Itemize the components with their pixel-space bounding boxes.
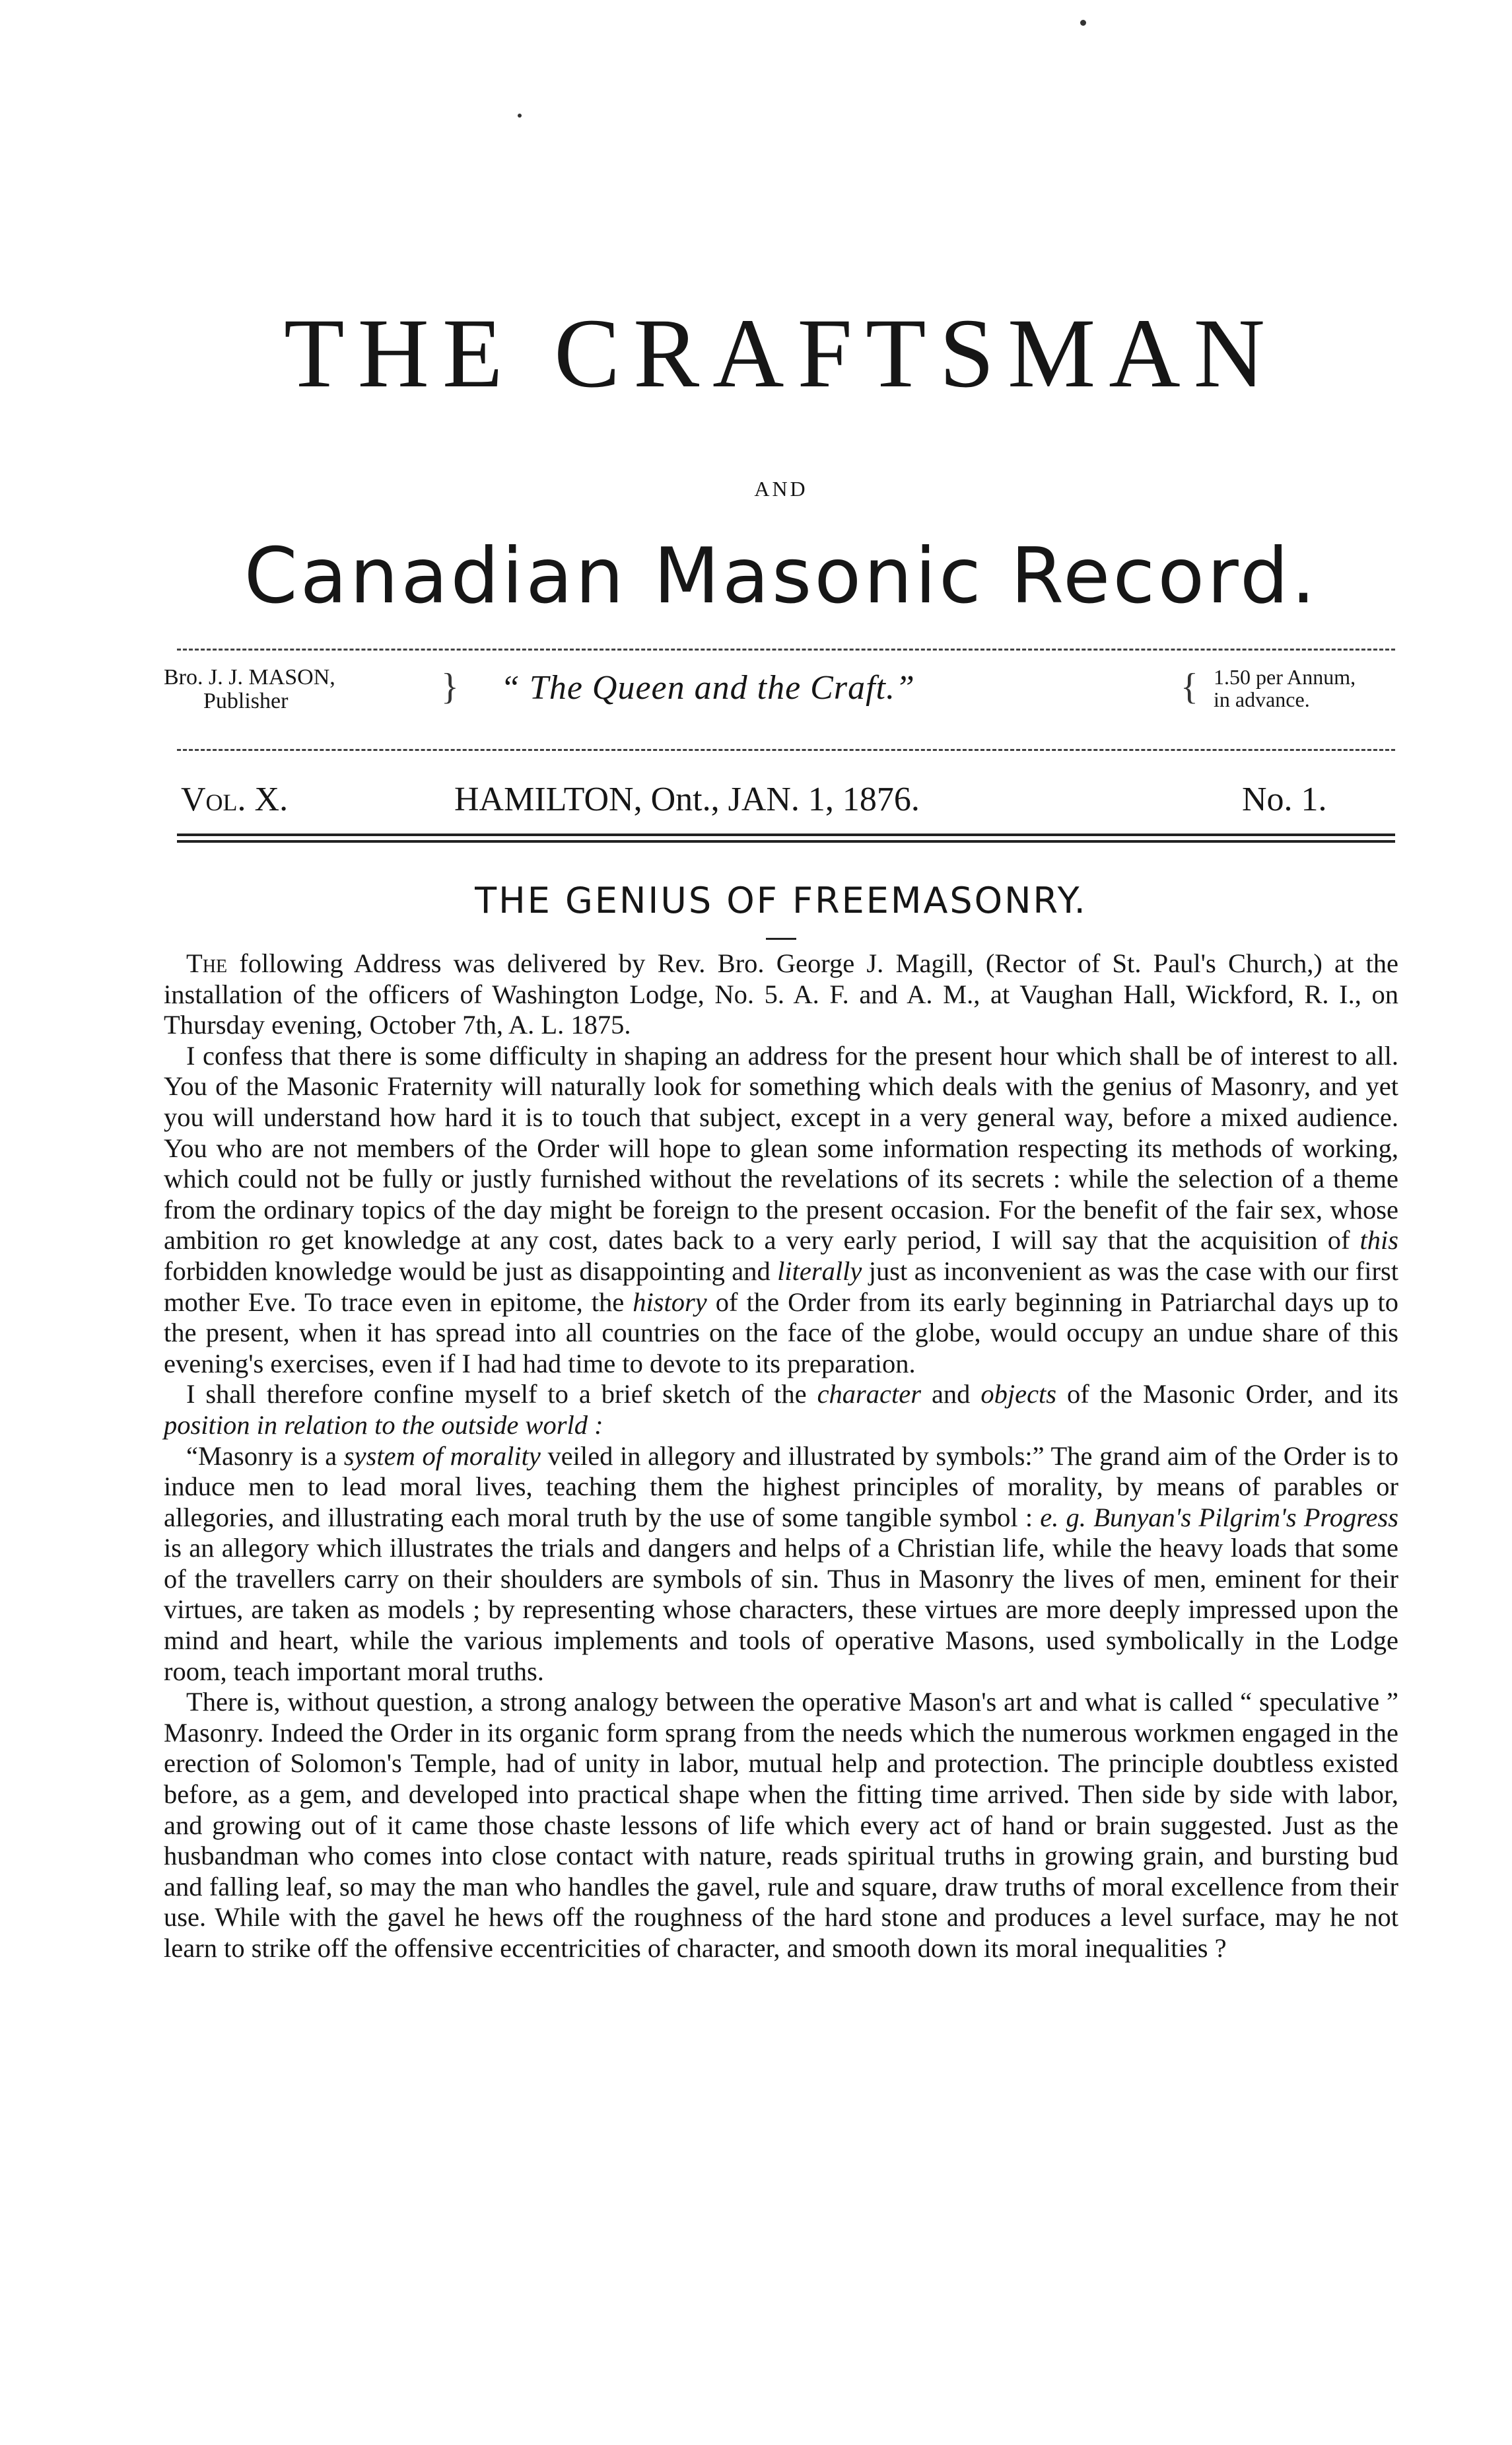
article-paragraph (164, 1441, 1398, 1687)
intro-lead: The (186, 948, 228, 978)
brace-icon: } (441, 666, 459, 707)
brace-icon: { (1181, 666, 1198, 707)
paragraph-text: forbidden knowledge would be just as disappointing and (164, 1256, 778, 1286)
issue-rule-double (177, 833, 1395, 843)
paragraph-text: “Masonry is a (186, 1440, 344, 1471)
article-title: THE GENIUS OF FREEMASONRY. (475, 880, 1087, 921)
page-speck (1080, 20, 1086, 26)
article-paragraph: There is, without question, a strong analogy between the operative Mason's art and what is called “ speculative ” Masonry. Indeed the Order in its organic form sprang from the needs which the numerous workmen engaged in the erection of Solomon's Temple, had of unity in labor, mutual help and protection. The principle doubtless existed before, as a gem, and developed into practical shape when the fitting time arrived. Then side by side with labor, and growing out of it came those chaste lessons of life which every act of hand or brain suggested. Just as the husbandman who comes into close contact with nature, reads spiritual truths in growing grain, and bursting bud and falling leaf, so may the man who handles the gavel, rule and square, draw truths of moral excellence from their use. While with the gavel he hews off the roughness of the hard stone and produces a level surface, may he not learn to strike off the offensive eccentricities of character, and smooth down its moral inequalities ? (164, 1687, 1398, 1963)
article-paragraph (164, 1379, 1398, 1440)
subscription-terms: in advance. (1214, 688, 1310, 711)
publisher-block (164, 666, 1398, 732)
paragraph-text: is an allegory which illustrates the trials and dangers and helps of a Christian life, while the heavy loads that some of the travellers carry on their shoulders are symbols of sin. Thus in Masonry the lives of men, eminent for their virtues, are taken as models ; by representing whose characters, these virtues are more deeply impressed upon the mind and heart, while the various implements and tools of operative Masons, used symbolically in the Lodge room, teach important moral truths. (164, 1533, 1398, 1686)
emphasis: e. g. Bunyan's Pilgrim's Progress (1040, 1502, 1399, 1532)
publisher-info (164, 666, 335, 713)
paragraph-text: I shall therefore confine myself to a brief sketch of the (186, 1379, 817, 1409)
publisher-name: Bro. J. J. MASON, (164, 665, 335, 690)
publisher-role: Publisher (203, 689, 289, 713)
masthead-conjunction: AND (754, 477, 808, 501)
emphasis: objects (980, 1379, 1057, 1409)
subscription-info (1214, 666, 1356, 711)
paragraph-text: just as inconvenient as was the case with our first mother Eve. To trace even in epitome, the (164, 1256, 1398, 1317)
paragraph-text: and (921, 1379, 981, 1409)
article-body (164, 948, 1398, 1964)
journal-page (164, 0, 1398, 2445)
paragraph-text: veiled in allegory and illustrated by symbols:” The grand aim of the Order is to induce men to lead moral lives, teaching them the highest principles of morality, by means of parables or allegories, and illustrating each moral truth by the use of some tangible symbol : (164, 1440, 1398, 1532)
paragraph-text: of the Masonic Order, and its (1056, 1379, 1398, 1409)
article-intro (164, 948, 1398, 1041)
title-divider (766, 938, 796, 940)
paragraph-text: I confess that there is some difficulty in shaping an address for the present hour which shall be of interest to all. You of the Masonic Fraternity will naturally look for something which deals with the genius of Masonry, and yet you will understand how hard it is to touch that subject, except in a very general way, before a mixed audience. You who are not members of the Order will hope to glean some information respecting its methods of working, which could not be fully or justly furnished without the revelations of its secrets : while the selection of a theme from the ordinary topics of the day might be foreign to the present occasion. For the benefit of the fair sex, whose ambition ro get knowledge at any cost, dates back to a very early period, I will say that the acquisition of (164, 1040, 1398, 1256)
intro-text: following Address was delivered by Rev. Bro. George J. Magill, (Rector of St. Paul's Church,) at the installation of the officers of Washington Lodge, No. 5. A. F. and A. M., at Vaughan Hall, Wickford, R. I., on Thursday evening, October 7th, A. L. 1875. (164, 948, 1398, 1040)
emphasis: system of morality (343, 1440, 541, 1471)
masthead-title: THE CRAFTSMAN (284, 299, 1278, 408)
masthead-rule-top (177, 649, 1395, 651)
publisher-rule-bottom (177, 749, 1395, 751)
emphasis: character (817, 1379, 922, 1409)
page-speck (518, 114, 522, 118)
emphasis: literally (777, 1256, 862, 1286)
article-paragraph (164, 1041, 1398, 1380)
issue-place-date: HAMILTON, Ont., JAN. 1, 1876. (454, 781, 920, 818)
masthead-subtitle: Canadian Masonic Record. (244, 532, 1319, 621)
emphasis: this (1359, 1225, 1398, 1256)
publisher-motto: “ The Queen and the Craft.” (500, 669, 915, 707)
emphasis: history (633, 1287, 707, 1317)
emphasis: position in relation to the outside world : (164, 1409, 603, 1440)
issue-volume: Vol. X. (181, 781, 289, 818)
subscription-price: 1.50 per Annum, (1214, 665, 1356, 689)
paragraph-text: of the Order from its early beginning in Patriarchal days up to the present, when it has spread into all countries on the face of the globe, would occupy an undue share of this evening's exercises, even if I had had time to devote to its preparation. (164, 1287, 1398, 1378)
issue-number: No. 1. (1242, 781, 1327, 818)
